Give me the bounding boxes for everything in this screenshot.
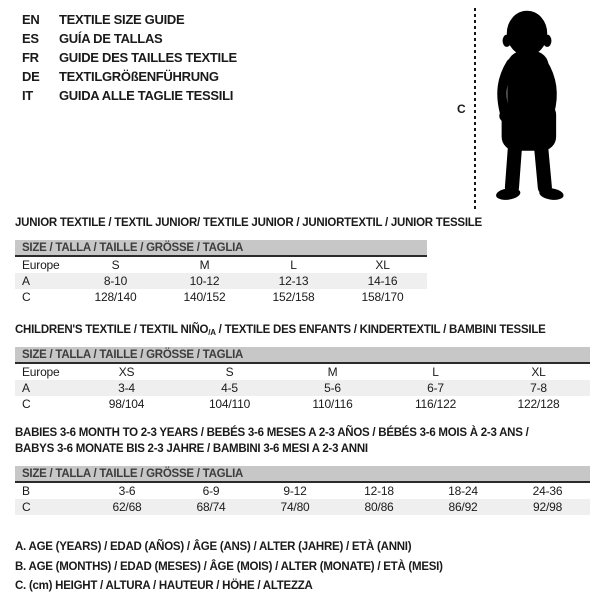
table-row: [15, 499, 590, 515]
junior-size-table: [15, 240, 427, 305]
cell: 74/80: [280, 500, 310, 514]
cell: XL: [531, 365, 546, 379]
cell: 7-8: [530, 381, 547, 395]
cell: L: [432, 365, 439, 379]
measure-legend: [15, 538, 443, 597]
list-item: [22, 67, 237, 86]
language-code: FR: [22, 50, 39, 65]
cell: 4-5: [221, 381, 238, 395]
height-measure-dotted-line: [474, 8, 476, 211]
cell: B: [22, 484, 30, 498]
cell: 80/86: [364, 500, 394, 514]
cell: 24-36: [532, 484, 563, 498]
language-code: IT: [22, 88, 33, 103]
cell: C: [22, 500, 31, 514]
cell: 140/152: [183, 290, 226, 304]
language-label: GUÍA DE TALLAS: [59, 31, 163, 46]
table-title-babies: [15, 426, 529, 457]
cell: 12-13: [278, 274, 309, 288]
cell: S: [225, 365, 234, 379]
table-title-children: [15, 324, 546, 337]
size-header-bar: SIZE / TALLA / TAILLE / GRÖSSE / TAGLIA: [15, 240, 427, 256]
list-item: [22, 48, 237, 67]
language-label: TEXTILGRÖßENFÜHRUNG: [59, 69, 219, 84]
size-header-bar: SIZE / TALLA / TAILLE / GRÖSSE / TAGLIA: [15, 466, 590, 482]
legend-line-b: B. AGE (MONTHS) / EDAD (MESES) / ÂGE (MOIS) / ALTER (MONATE) / ETÀ (MESI): [15, 560, 443, 573]
cell: Europe: [22, 365, 60, 379]
list-item: [22, 29, 237, 48]
table-row: [15, 363, 590, 380]
table-row: [15, 347, 590, 363]
language-code: DE: [22, 69, 40, 84]
legend-line-a: A. AGE (YEARS) / EDAD (AÑOS) / ÂGE (ANS) / ALTER (JAHRE) / ETÀ (ANNI): [15, 541, 412, 553]
cell: M: [199, 258, 210, 272]
language-label: GUIDA ALLE TAGLIE TESSILI: [59, 88, 234, 103]
table-title-line: BABIES 3-6 MONTH TO 2-3 YEARS / BEBÉS 3-6 MESES A 2-3 AÑOS / BÉBÉS 3-6 MOIS À 2-3 ANS /: [15, 427, 529, 439]
language-title-list: [22, 10, 237, 105]
table-title-line: BABYS 3-6 MONATE BIS 2-3 JAHRE / BAMBINI 3-6 MESI A 2-3 ANNI: [15, 442, 368, 455]
cell: L: [290, 258, 297, 272]
language-code: ES: [22, 31, 39, 46]
cell: A: [22, 274, 30, 288]
table-row: [15, 482, 590, 499]
cell: 122/128: [517, 397, 560, 411]
table-row: [15, 396, 590, 412]
table-row: [15, 380, 590, 396]
cell: A: [22, 381, 30, 395]
cell: 14-16: [367, 274, 398, 288]
cell: 68/74: [196, 500, 226, 514]
cell: XL: [375, 258, 390, 272]
table-row: [15, 240, 427, 256]
cell: C: [22, 397, 31, 411]
cell: 98/104: [108, 397, 145, 411]
height-measure-label: C: [457, 102, 466, 116]
cell: C: [22, 290, 31, 304]
cell: 92/98: [533, 500, 563, 514]
cell: 86/92: [448, 500, 478, 514]
legend-line-c: C. (cm) HEIGHT / ALTURA / HAUTEUR / HÖHE / ALTEZZA: [15, 580, 313, 592]
cell: 12-18: [364, 484, 394, 498]
table-row: [15, 256, 427, 273]
table-title-subscript: /A: [208, 328, 216, 337]
cell: 116/122: [414, 397, 457, 411]
cell: Europe: [22, 258, 60, 272]
size-header-bar: SIZE / TALLA / TAILLE / GRÖSSE / TAGLIA: [15, 347, 590, 363]
babies-size-table: [15, 466, 590, 515]
cell: 8-10: [103, 274, 128, 288]
cell: 3-6: [118, 484, 136, 498]
cell: 10-12: [189, 274, 220, 288]
cell: 110/116: [312, 397, 353, 411]
table-row: [15, 273, 427, 289]
language-label: GUIDE DES TAILLES TEXTILE: [59, 50, 237, 65]
cell: 158/170: [361, 290, 404, 304]
language-code: EN: [22, 12, 40, 27]
cell: 128/140: [94, 290, 137, 304]
cell: 152/158: [272, 290, 315, 304]
list-item: [22, 86, 237, 105]
table-title-junior: JUNIOR TEXTILE / TEXTIL JUNIOR/ TEXTILE JUNIOR / JUNIORTEXTIL / JUNIOR TESSILE: [15, 217, 482, 229]
table-title-text: / TEXTILE DES ENFANTS / KINDERTEXTIL / BAMBINI TESSILE: [215, 324, 546, 336]
table-row: [15, 466, 590, 482]
cell: 6-7: [427, 381, 444, 395]
cell: 18-24: [448, 484, 478, 498]
table-row: [15, 289, 427, 305]
language-label: TEXTILE SIZE GUIDE: [59, 12, 185, 27]
cell: XS: [118, 365, 135, 379]
cell: 3-4: [118, 381, 135, 395]
cell: 62/68: [112, 500, 142, 514]
baby-silhouette-icon: [480, 5, 574, 211]
cell: S: [111, 258, 120, 272]
cell: M: [327, 365, 338, 379]
cell: 5-6: [324, 381, 341, 395]
cell: 6-9: [202, 484, 220, 498]
cell: 9-12: [283, 484, 307, 498]
cell: 104/110: [208, 397, 251, 411]
table-title-text: CHILDREN'S TEXTILE / TEXTIL NIÑO: [15, 324, 209, 336]
list-item: [22, 10, 237, 29]
children-size-table: [15, 347, 590, 412]
